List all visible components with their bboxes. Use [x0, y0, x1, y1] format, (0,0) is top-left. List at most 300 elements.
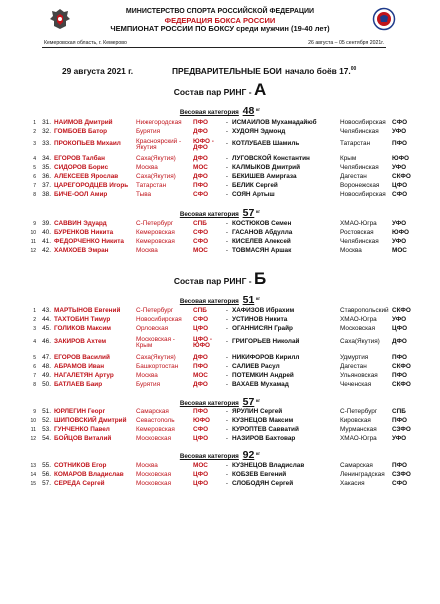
bout-row	[0, 408, 440, 417]
bout-number: 46.	[42, 338, 51, 345]
blue-corner-region: Челябинская	[340, 238, 379, 245]
blue-corner-name: СОЯН Артыш	[232, 191, 275, 198]
blue-corner-district: СФО	[392, 191, 408, 198]
blue-corner-district: ПФО	[392, 354, 408, 361]
vs-separator: -	[225, 140, 228, 147]
blue-corner-district: МОС	[392, 247, 407, 254]
vs-separator: -	[225, 119, 228, 126]
blue-corner-district: ПФО	[392, 462, 408, 469]
weight-label: Весовая категория	[179, 453, 239, 460]
red-corner-name: ШИПОВСКИЙ Дмитрий	[54, 417, 127, 424]
red-corner-name: КОМАРОВ Владислав	[54, 471, 124, 478]
blue-corner-district: СЗФО	[392, 471, 411, 478]
weight-category-57a	[0, 207, 440, 219]
blue-corner-district: УФО	[392, 164, 407, 171]
vs-separator: -	[225, 238, 228, 245]
blue-corner-name: КОТЛУБАЕВ Шамиль	[232, 140, 300, 147]
blue-corner-name: ЛУГОВСКОЙ Константин	[232, 155, 310, 162]
ring-a-letter: А	[253, 80, 267, 99]
blue-corner-region: Ростовская	[340, 229, 374, 236]
vs-separator: -	[225, 173, 228, 180]
start-time-text: начало боёв 17.	[285, 66, 351, 76]
red-corner-region: Новосибирская	[136, 316, 182, 323]
bout-number: 48.	[42, 363, 51, 370]
weight-label: Весовая категория	[179, 211, 239, 218]
blue-corner-name: КУЗНЕЦОВ Максим	[232, 417, 294, 424]
weight-value: 48	[242, 105, 255, 117]
red-corner-district: СПБ	[193, 220, 207, 227]
kg-label: кг	[256, 295, 261, 301]
blue-corner-region: Челябинская	[340, 164, 379, 171]
red-corner-region: Московская - Крым	[136, 336, 175, 350]
red-corner-district: ЦФО - ЮФО	[193, 336, 212, 350]
bout-index: 5	[33, 165, 36, 171]
bout-row	[0, 325, 440, 334]
bout-row	[0, 128, 440, 137]
bout-number: 31.	[42, 119, 51, 126]
blue-corner-region: Ставропольский	[340, 307, 389, 314]
bout-index: 5	[33, 355, 36, 361]
blue-corner-district: УФО	[392, 220, 407, 227]
red-corner-region: Башкортостан	[136, 363, 179, 370]
vs-separator: -	[225, 220, 228, 227]
red-corner-region: Тыва	[136, 191, 152, 198]
red-corner-district: ДФО	[193, 173, 208, 180]
blue-corner-district: ЦФО	[392, 182, 408, 189]
blue-corner-region: Дагестан	[340, 173, 367, 180]
vs-separator: -	[225, 480, 228, 487]
bout-number: 37.	[42, 182, 51, 189]
red-corner-region: Самарская	[136, 408, 169, 415]
red-corner-name: ГОЛИКОВ Максим	[54, 325, 111, 332]
federation-title: ФЕДЕРАЦИЯ БОКСА РОССИИ	[164, 15, 276, 25]
bout-index: 6	[33, 174, 36, 180]
bout-number: 55.	[42, 462, 51, 469]
bout-number: 34.	[42, 155, 51, 162]
blue-corner-district: ЦФО	[392, 325, 408, 332]
red-corner-region: Бурятия	[136, 128, 161, 135]
blue-corner-district: СКФО	[392, 363, 411, 370]
red-corner-region: Московская	[136, 435, 172, 442]
day-date: 29 августа 2021 г.	[62, 66, 134, 76]
vs-separator: -	[225, 182, 228, 189]
bout-number: 50.	[42, 381, 51, 388]
bout-number: 47.	[42, 354, 51, 361]
weight-label: Весовая категория	[179, 298, 239, 305]
red-corner-region: С-Петербург	[136, 307, 174, 314]
bout-number: 44.	[42, 316, 51, 323]
red-corner-district: СФО	[193, 316, 209, 323]
vs-separator: -	[225, 372, 228, 379]
bout-index: 10	[30, 230, 36, 236]
boxing-federation-emblem-icon	[372, 7, 396, 31]
red-corner-region: Московская	[136, 471, 172, 478]
blue-corner-district: УФО	[392, 128, 407, 135]
red-corner-district: ЦФО	[193, 480, 209, 487]
bout-row	[0, 191, 440, 200]
bout-index: 8	[33, 382, 36, 388]
bout-row	[0, 155, 440, 164]
bout-index: 3	[33, 141, 36, 147]
red-corner-name: ХАМХОЕВ Эмран	[54, 247, 109, 254]
red-corner-name: ЗАКИРОВ Ахтем	[54, 338, 107, 345]
red-corner-region: Кемеровская	[136, 229, 175, 236]
vs-separator: -	[225, 229, 228, 236]
red-corner-name: ЕГОРОВ Талбан	[54, 155, 105, 162]
red-corner-district: ПФО	[193, 182, 209, 189]
red-corner-name: БОЙЦОВ Виталий	[54, 435, 112, 442]
bout-row	[0, 220, 440, 229]
bout-row	[0, 140, 440, 153]
red-corner-region: Московская	[136, 480, 172, 487]
bout-number: 54.	[42, 435, 51, 442]
blue-corner-region: Новосибирская	[340, 119, 386, 126]
start-time-minutes: 00	[350, 66, 357, 73]
red-corner-district: ПФО	[193, 119, 209, 126]
blue-corner-name: БЕКИШЕВ Амиргаза	[232, 173, 297, 180]
kg-label: кг	[256, 106, 261, 112]
bout-index: 3	[33, 326, 36, 332]
red-corner-region: Саха(Якутия)	[136, 155, 176, 162]
red-corner-name: БУРЕНКОВ Никита	[54, 229, 114, 236]
red-corner-district: ДФО	[193, 354, 208, 361]
bout-number: 56.	[42, 471, 51, 478]
document-header	[80, 8, 360, 34]
vs-separator: -	[225, 354, 228, 361]
blue-corner-district: УФО	[392, 435, 407, 442]
vs-separator: -	[225, 408, 228, 415]
start-time	[285, 66, 356, 76]
blue-corner-name: НИКИФОРОВ Кирилл	[232, 354, 300, 361]
blue-corner-district: ПФО	[392, 372, 408, 379]
bout-number: 35.	[42, 164, 51, 171]
bout-row	[0, 164, 440, 173]
vs-separator: -	[225, 307, 228, 314]
blue-corner-district: ДФО	[392, 338, 407, 345]
blue-corner-district: УФО	[392, 316, 407, 323]
bout-index: 4	[33, 156, 36, 162]
red-corner-district: СПБ	[193, 307, 207, 314]
ministry-title: МИНИСТЕРСТВО СПОРТА РОССИЙСКОЙ ФЕДЕРАЦИИ	[125, 8, 315, 15]
red-corner-name: НАГАЛЕТЯН Артур	[54, 372, 114, 379]
red-corner-district: ДФО	[193, 155, 208, 162]
red-corner-region: Кемеровская	[136, 238, 175, 245]
red-corner-name: МАРТЫНОВ Евгений	[54, 307, 121, 314]
red-corner-region: Саха(Якутия)	[136, 173, 176, 180]
red-corner-region: С-Петербург	[136, 220, 174, 227]
blue-corner-name: ЯРУЛИН Сергей	[232, 408, 283, 415]
bout-index: 4	[33, 339, 36, 345]
red-corner-name: БИЧЕ-ООЛ Амир	[54, 191, 108, 198]
vs-separator: -	[225, 471, 228, 478]
blue-corner-district: ЮФО	[392, 229, 410, 236]
blue-corner-region: Дагестан	[340, 363, 367, 370]
red-corner-name: АЛЕКСЕЕВ Ярослав	[54, 173, 119, 180]
blue-corner-name: ИСМАИЛОВ Мухамадайюб	[232, 119, 317, 126]
red-corner-name: СОТНИКОВ Егор	[54, 462, 107, 469]
blue-corner-region: Ульяновская	[340, 372, 378, 379]
red-corner-name: СИДОРОВ Борис	[54, 164, 109, 171]
vs-separator: -	[225, 155, 228, 162]
vs-separator: -	[225, 363, 228, 370]
blue-corner-name: КИСЕЛЕВ Алексей	[232, 238, 291, 245]
bout-index: 6	[33, 364, 36, 370]
blue-corner-region: Саха(Якутия)	[340, 338, 380, 345]
bout-number: 45.	[42, 325, 51, 332]
blue-corner-region: ХМАО-Югра	[340, 220, 377, 227]
red-corner-district: ПФО	[193, 408, 209, 415]
blue-corner-region: Московская	[340, 325, 376, 332]
blue-corner-region: ХМАО-Югра	[340, 435, 377, 442]
blue-corner-district: ПФО	[392, 140, 408, 147]
red-corner-name: БАТЛАЕВ Баир	[54, 381, 103, 388]
red-corner-name: ЦАРЕГОРОДЦЕВ Игорь	[54, 182, 129, 189]
kg-label: кг	[256, 450, 261, 456]
bout-index: 2	[33, 317, 36, 323]
blue-corner-district: СКФО	[392, 307, 411, 314]
ring-a-label: Состав пар РИНГ -	[173, 87, 252, 97]
blue-corner-region: Воронежская	[340, 182, 380, 189]
championship-title: ЧЕМПИОНАТ РОССИИ ПО БОКСУ среди мужчин (19-40 лет)	[110, 24, 330, 33]
red-corner-region: Москва	[136, 164, 158, 171]
bout-row	[0, 238, 440, 247]
bout-row	[0, 247, 440, 256]
red-corner-region: Севастополь	[136, 417, 175, 424]
vs-separator: -	[225, 191, 228, 198]
bout-number: 57.	[42, 480, 51, 487]
weight-category-48	[0, 105, 440, 117]
red-corner-region: Нижегородская	[136, 119, 182, 126]
bout-number: 38.	[42, 191, 51, 198]
bout-row	[0, 338, 440, 351]
red-corner-region: Кемеровская	[136, 426, 175, 433]
vs-separator: -	[225, 325, 228, 332]
bout-row	[0, 173, 440, 182]
bout-index: 9	[33, 409, 36, 415]
red-corner-name: ЕГОРОВ Василий	[54, 354, 110, 361]
red-corner-district: ЦФО	[193, 435, 209, 442]
vs-separator: -	[225, 164, 228, 171]
weight-category-57b	[0, 396, 440, 408]
blue-corner-district: ЮФО	[392, 155, 410, 162]
event-dates: 26 августа – 05 сентября 2021г.	[308, 40, 384, 46]
bout-row	[0, 119, 440, 128]
bout-number: 36.	[42, 173, 51, 180]
blue-corner-name: ХУДОЯН Эдмонд	[232, 128, 286, 135]
header-divider	[42, 47, 386, 48]
bout-index: 11	[30, 239, 36, 245]
weight-value: 51	[242, 294, 255, 306]
weight-value: 92	[242, 449, 255, 461]
red-corner-name: ГУНЧЕНКО Павел	[54, 426, 110, 433]
vs-separator: -	[225, 381, 228, 388]
sports-ministry-emblem-icon	[48, 7, 72, 31]
vs-separator: -	[225, 462, 228, 469]
bout-row	[0, 381, 440, 390]
blue-corner-district: СФО	[392, 480, 408, 487]
bout-number: 33.	[42, 140, 51, 147]
red-corner-district: ДФО	[193, 381, 208, 388]
bout-row	[0, 182, 440, 191]
blue-corner-region: Челябинская	[340, 128, 379, 135]
blue-corner-name: КОБЗЕВ Евгений	[232, 471, 287, 478]
bout-index: 7	[33, 183, 36, 189]
bout-number: 43.	[42, 307, 51, 314]
blue-corner-name: ХАФИЗОВ Ибрахим	[232, 307, 295, 314]
bout-row	[0, 435, 440, 444]
vs-separator: -	[225, 316, 228, 323]
red-corner-district: СФО	[193, 238, 209, 245]
blue-corner-region: Крым	[340, 155, 357, 162]
bout-index: 12	[30, 248, 36, 254]
blue-corner-name: ВАХАЕВ Мухамад	[232, 381, 289, 388]
bout-index: 7	[33, 373, 36, 379]
blue-corner-name: ТОВМАСЯН Аршак	[232, 247, 292, 254]
bout-index: 13	[30, 463, 36, 469]
bout-number: 53.	[42, 426, 51, 433]
blue-corner-district: УФО	[392, 238, 407, 245]
red-corner-district: СФО	[193, 426, 209, 433]
red-corner-district: МОС	[193, 247, 208, 254]
event-location: Кемеровская область, г. Кемерово	[44, 40, 127, 46]
bout-number: 39.	[42, 220, 51, 227]
vs-separator: -	[225, 128, 228, 135]
ring-b-label: Состав пар РИНГ -	[173, 276, 252, 286]
bout-number: 52.	[42, 417, 51, 424]
blue-corner-region: Кировская	[340, 417, 371, 424]
bout-row	[0, 462, 440, 471]
blue-corner-name: ГРИГОРЬЕВ Николай	[232, 338, 300, 345]
bout-row	[0, 417, 440, 426]
bout-index: 1	[33, 120, 36, 126]
blue-corner-name: УСТИНОВ Никита	[232, 316, 288, 323]
bout-number: 49.	[42, 372, 51, 379]
bout-number: 32.	[42, 128, 51, 135]
blue-corner-name: ОГАННИСЯН Грайр	[232, 325, 293, 332]
blue-corner-region: С-Петербург	[340, 408, 378, 415]
blue-corner-name: КУРОПТЕВ Савватий	[232, 426, 299, 433]
red-corner-region: Москва	[136, 247, 158, 254]
kg-label: кг	[256, 397, 261, 403]
blue-corner-region: Мурманская	[340, 426, 377, 433]
red-corner-name: ГОМБОЕВ Батор	[54, 128, 108, 135]
ring-b-letter: Б	[253, 269, 267, 288]
vs-separator: -	[225, 435, 228, 442]
blue-corner-region: Чеченская	[340, 381, 372, 388]
bout-number: 40.	[42, 229, 51, 236]
vs-separator: -	[225, 338, 228, 345]
red-corner-district: МОС	[193, 372, 208, 379]
weight-label: Весовая категория	[179, 109, 239, 116]
blue-corner-region: Хакасия	[340, 480, 365, 487]
red-corner-region: Москва	[136, 372, 158, 379]
red-corner-district: ЦФО	[193, 471, 209, 478]
bout-row	[0, 363, 440, 372]
red-corner-name: ПРОКОПЬЕВ Михаил	[54, 140, 121, 147]
red-corner-district: ДФО	[193, 128, 208, 135]
bout-index: 1	[33, 308, 36, 314]
stage-title: ПРЕДВАРИТЕЛЬНЫЕ БОИ	[172, 66, 282, 76]
blue-corner-region: Удмуртия	[340, 354, 369, 361]
blue-corner-district: СФО	[392, 119, 408, 126]
bout-row	[0, 316, 440, 325]
red-corner-region: Москва	[136, 462, 158, 469]
bout-row	[0, 229, 440, 238]
bout-index: 10	[30, 418, 36, 424]
bout-row	[0, 307, 440, 316]
blue-corner-name: НАЗИРОВ Бахтовар	[232, 435, 296, 442]
bout-index: 8	[33, 192, 36, 198]
blue-corner-name: КАЛМЫКОВ Дмитрий	[232, 164, 301, 171]
bout-row	[0, 354, 440, 363]
blue-corner-district: СКФО	[392, 381, 411, 388]
red-corner-name: ТАХТОБИН Тимур	[54, 316, 111, 323]
blue-corner-name: КОСТЮКОВ Семен	[232, 220, 292, 227]
red-corner-district: ЮФО	[193, 417, 211, 424]
bout-row	[0, 426, 440, 435]
red-corner-name: НАИМОВ Дмитрий	[54, 119, 113, 126]
red-corner-region: Татарстан	[136, 182, 167, 189]
vs-separator: -	[225, 417, 228, 424]
blue-corner-name: ГАСАНОВ Абдулла	[232, 229, 293, 236]
kg-label: кг	[256, 208, 261, 214]
red-corner-district: СФО	[193, 229, 209, 236]
bout-index: 2	[33, 129, 36, 135]
red-corner-region: Орловская	[136, 325, 169, 332]
bout-index: 9	[33, 221, 36, 227]
bout-index: 15	[30, 481, 36, 487]
weight-value: 57	[242, 396, 255, 408]
bout-row	[0, 471, 440, 480]
red-corner-name: САВВИН Эдуард	[54, 220, 107, 227]
bout-number: 51.	[42, 408, 51, 415]
red-corner-district: МОС	[193, 164, 208, 171]
bout-index: 14	[30, 472, 36, 478]
blue-corner-region: Москва	[340, 247, 362, 254]
blue-corner-region: ХМАО-Югра	[340, 316, 377, 323]
blue-corner-name: СЛОБОДЯН Сергей	[232, 480, 294, 487]
weight-value: 57	[242, 207, 255, 219]
blue-corner-name: ПОТЕМКИН Андрей	[232, 372, 294, 379]
red-corner-name: АБРАМОВ Иван	[54, 363, 105, 370]
blue-corner-district: СКФО	[392, 173, 411, 180]
blue-corner-name: БЕЛИК Сергей	[232, 182, 278, 189]
bout-row	[0, 480, 440, 489]
red-corner-name: ЮРЛЕГИН Георг	[54, 408, 106, 415]
bout-index: 12	[30, 436, 36, 442]
blue-corner-district: СПБ	[392, 408, 406, 415]
weight-label: Весовая категория	[179, 400, 239, 407]
bout-index: 11	[30, 427, 36, 433]
red-corner-name: ФЕДОРЧЕНКО Никита	[54, 238, 124, 245]
red-corner-region: Красноярский - Якутия	[136, 138, 182, 152]
vs-separator: -	[225, 426, 228, 433]
red-corner-name: СЕРЕДА Сергей	[54, 480, 105, 487]
red-corner-district: МОС	[193, 462, 208, 469]
red-corner-district: СФО	[193, 191, 209, 198]
blue-corner-name: КУЗНЕЦОВ Владислав	[232, 462, 305, 469]
blue-corner-region: Новосибирская	[340, 191, 386, 198]
bout-row	[0, 372, 440, 381]
red-corner-region: Саха(Якутия)	[136, 354, 176, 361]
blue-corner-region: Самарская	[340, 462, 373, 469]
blue-corner-district: СЗФО	[392, 426, 411, 433]
ring-a-header	[0, 80, 440, 100]
weight-category-51	[0, 294, 440, 306]
red-corner-district: ЦФО	[193, 325, 209, 332]
blue-corner-region: Ленинградская	[340, 471, 385, 478]
red-corner-district: ПФО	[193, 363, 209, 370]
